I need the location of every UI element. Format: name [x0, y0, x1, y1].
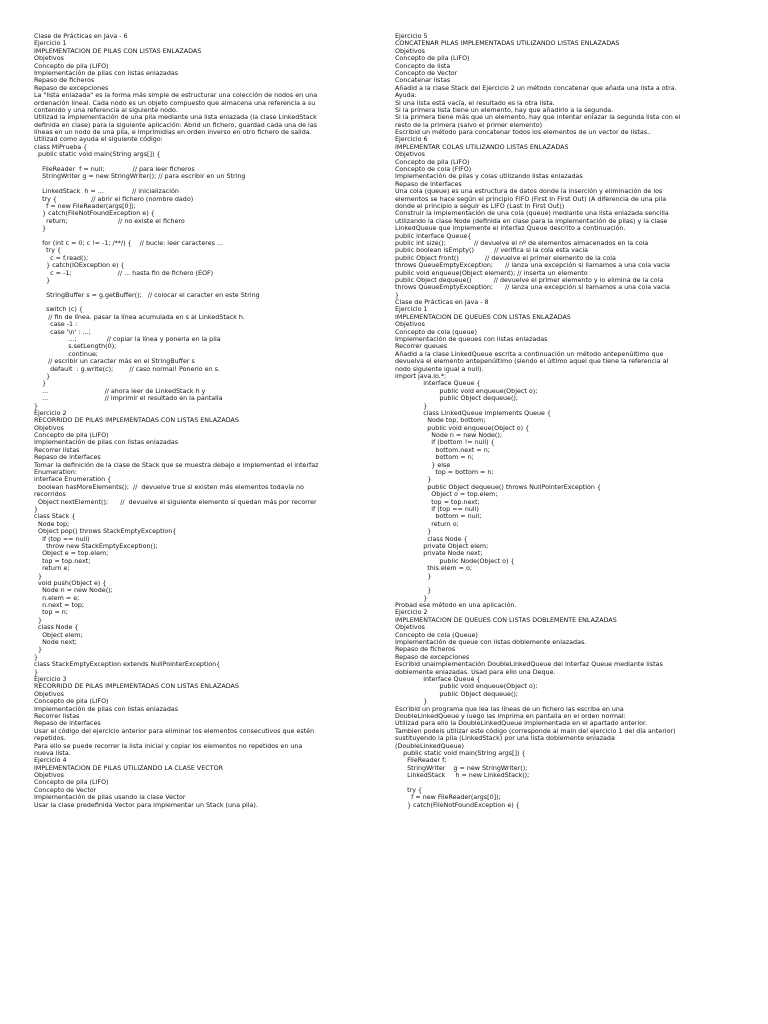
text-line: IMPLEMENTACIÓN DE QUEUES CON LISTAS ENLAZADAS: [395, 313, 571, 321]
text-line: Repaso de excepciones: [34, 84, 109, 92]
text-line: }: [34, 225, 47, 233]
text-line: bottom = n;: [395, 454, 474, 462]
text-line: try {: [395, 786, 423, 794]
text-line: class LinkedQueue implements Queue {: [395, 409, 551, 417]
text-line: ordenación lineal. Cada nodo es un objeto compuesto que almacena una referencia a su: [34, 99, 316, 107]
text-line: Escribid un programa que lea las líneas de un fichero las escriba en una: [395, 705, 624, 713]
text-line: try {: [34, 247, 62, 255]
text-line: public void enqueue(Object element); // inserta un elemento: [395, 269, 588, 277]
text-line: Probad ese método en una aplicación.: [395, 602, 517, 610]
text-line: Implementación de pilas con listas enlazadas: [34, 69, 179, 77]
text-line: return; // no existe el fichero: [34, 217, 185, 225]
text-line: Objetivos: [395, 624, 425, 632]
text-line: Escribid unaimplementación DoubleLinkedQueue del interfaz Queue mediante listas: [395, 661, 663, 669]
text-line: Usar la clase predefinida Vector para implementar un Stack (una pila).: [34, 801, 258, 809]
text-line: top = top.next;: [395, 498, 480, 506]
text-line: if (top == null): [395, 506, 479, 513]
text-line: IMPLEMENTACIÓN DE PILAS UTILIZANDO LA CLASE VECTOR: [34, 764, 223, 772]
text-line: DoubleLinkedQueue y luego las imprima en pantalla en el orden normal:: [395, 712, 626, 720]
text-line: RECORRIDO DE PILAS IMPLEMENTADAS CON LISTAS ENLAZADAS: [34, 417, 239, 425]
text-line: }: [395, 291, 400, 299]
text-line: Node n = new Node();: [395, 432, 503, 440]
text-line: private Object elem;: [395, 542, 489, 550]
text-line: public void enqueue(Object o);: [395, 683, 538, 691]
text-line: class StackEmptyException extends NullPointerException{: [34, 661, 221, 669]
text-line: } else: [395, 461, 451, 469]
text-line: }: [395, 587, 432, 595]
text-line: public interface Queue{: [395, 232, 472, 240]
text-line: Objetivos: [395, 47, 425, 55]
text-line: Concepto de Vector: [395, 69, 458, 77]
text-line: Tomar la definición de la clase de Stack que se muestra debajo e implementad el interfaz: [34, 461, 319, 469]
text-line: Repaso de ficheros: [395, 646, 456, 654]
text-line: Para ello se puede recorrer la lista inicial y copiar los elementos no repetidos en una: [34, 742, 303, 750]
text-line: Object elem;: [34, 631, 83, 639]
text-line: Objetivos: [34, 55, 64, 63]
text-line: sustituyendo la pila (LinkedStack) por una lista doblemente enlazada: [395, 735, 615, 743]
text-line: Object nextElement(); // devuelve el siguiente elemento si quedan más por recorrer: [34, 498, 317, 506]
text-line: Escribid un método para concatenar todos los elementos de un vector de listas..: [395, 129, 652, 137]
text-line: Implementación de pilas y colas utilizando listas enlazadas: [395, 173, 583, 181]
text-line: Node n = new Node();: [34, 587, 113, 595]
text-line: Ejercicio 3: [34, 675, 67, 683]
text-line: boolean hasMoreElements(); // devuelve true si existen más elementos todavía no: [34, 483, 304, 491]
text-line: Recorrer listas: [34, 712, 80, 720]
text-line: Clase de Prácticas en Java - 8: [395, 299, 489, 307]
text-line: Ejercicio 1: [395, 306, 428, 314]
text-line: Concepto de lista: [395, 62, 451, 70]
text-line: }: [34, 276, 51, 284]
text-line: Ejercicio 4: [34, 757, 67, 765]
text-line: Node top;: [34, 520, 70, 528]
text-line: Concepto de pila (LIFO): [395, 55, 470, 63]
text-line: import java.io.*;: [395, 372, 447, 380]
text-line: for (int c = 0; c != -1; /**/) { // bucle: leer caracteres ...: [34, 239, 223, 247]
text-line: nueva lista.: [34, 749, 71, 757]
text-line: Node top, bottom;: [395, 417, 486, 425]
text-line: Tambien podeis utilizar este código (corresponde al main del ejercicio 1 del día anterior): [395, 727, 676, 735]
text-line: Concepto de pila (LIFO): [34, 432, 109, 440]
text-line: private Node next;: [395, 550, 483, 558]
text-line: public Object dequeue() throws NullPointerException {: [395, 483, 602, 491]
text-line: bottom = null;: [395, 513, 482, 521]
text-line: ... // ahora leer de LinkedStack h y: [34, 387, 206, 395]
text-line: Repaso de interfaces: [34, 454, 101, 462]
text-line: nodo siguiente igual a null).: [395, 365, 484, 373]
text-line: } catch(IOException e) {: [34, 262, 125, 270]
text-line: return o;: [395, 520, 459, 528]
text-line: IMPLEMENTAR COLAS UTILIZANDO LISTAS ENLAZADAS: [395, 143, 569, 151]
text-line: }: [34, 572, 43, 580]
text-line: }: [34, 668, 39, 676]
text-line: // fin de línea. pasar la línea acumulada en s al LinkedStack h.: [34, 313, 245, 321]
text-line: LinkedStack h = new LinkedStack();: [395, 772, 530, 780]
text-line: Repaso de excepciones: [395, 653, 470, 661]
text-line: Implementación de pilas usando la clase Vector: [34, 794, 186, 802]
text-line: }: [34, 380, 47, 388]
text-line: top = n;: [34, 609, 68, 617]
text-line: Recorrer queues: [395, 343, 448, 351]
text-line: switch (c) {: [34, 306, 83, 314]
text-line: La "lista enlazada" es la forma más simple de estructurar una colección de nodos en una: [34, 92, 318, 100]
text-line: c = f.read();: [34, 254, 89, 262]
text-line: }: [34, 616, 43, 624]
text-line: Objetivos: [34, 424, 64, 432]
text-line: devuelva el elemento antepenúltimo (siendo el último aquel que tiene la referencia al: [395, 358, 669, 366]
text-line: c = -1; // ... hasta fin de fichero (EOF): [34, 269, 214, 277]
text-line: elementos se hace según el principio FIFO (First In First Out) (A diferencia de una pila: [395, 195, 667, 203]
text-line: interface Queue {: [395, 675, 481, 683]
text-line: bottom.next = n;: [395, 446, 490, 454]
text-line: [34, 181, 386, 188]
text-line: ... // imprimir el resultado en la pantalla: [34, 395, 223, 403]
text-line: ...; // copiar la línea y ponerla en la pila: [34, 336, 221, 344]
text-line: public Node(Object o) {: [395, 557, 515, 565]
text-line: }: [395, 698, 428, 706]
text-line: public void enqueue(Object o);: [395, 387, 538, 395]
text-line: StringWriter g = new StringWriter();: [395, 764, 528, 772]
text-line: Node next;: [34, 639, 77, 647]
text-line: }: [34, 646, 43, 654]
text-line: Utilizad para ello la DoubleLinkedQueue implementada en el apartado anterior.: [395, 720, 648, 728]
text-line: Concepto de cola (FIFO): [395, 166, 472, 174]
text-line: Object o = top.elem;: [395, 491, 498, 499]
text-line: Si una lista está vacía, el resultado es la otra lista.: [395, 99, 555, 107]
text-line: default : g.write(c); // caso normal! Ponerlo en s.: [34, 365, 220, 373]
text-line: n.next = top;: [34, 602, 85, 610]
text-line: doblemente enlazadas. Usad para ello una Deque.: [395, 668, 556, 676]
text-line: [395, 580, 747, 587]
text-line: Construir la implementación de una cola (queue) mediante una lista enlazada sencilla: [395, 210, 669, 218]
text-line: Concepto de Vector: [34, 786, 97, 794]
text-line: } catch(FileNotFoundException e) {: [34, 210, 155, 218]
text-line: s.setLength(0);: [34, 343, 117, 351]
text-line: Repaso de interfaces: [395, 180, 462, 188]
text-line: }: [34, 402, 39, 410]
text-line: utilizando la clase Node (definida en clase para la implementación de pilas) y la clase: [395, 217, 668, 225]
text-line: Implementación de queues con listas enlazadas: [395, 336, 548, 344]
text-line: LinkedStack h = ... // inicialización: [34, 188, 179, 196]
text-line: Clase de Prácticas en Java - 6: [34, 33, 128, 40]
text-line: Añadid a la clase Stack del Ejercicio 2 un método concatenar que añada una lista a otra.: [395, 84, 677, 92]
text-line: case -1 :: [34, 321, 78, 329]
text-line: Concepto de pila (LIFO): [34, 698, 109, 706]
text-line: Concepto de pila (LIFO): [34, 62, 109, 70]
text-line: FileReader f;: [395, 757, 447, 765]
text-line: repetidos.: [34, 735, 66, 743]
text-line: CONCATENAR PILAS IMPLEMENTADAS UTILIZANDO LISTAS ENLAZADAS: [395, 40, 620, 48]
text-line: Objetivos: [34, 690, 64, 698]
text-line: [395, 779, 747, 786]
text-line: try { // abrir el fichero (nombre dado): [34, 195, 194, 203]
text-line: Implementación de pilas con listas enlazadas: [34, 439, 179, 447]
text-line: Recorrer listas: [34, 446, 80, 454]
text-line: }: [395, 572, 432, 580]
text-line: Concatenar listas: [395, 77, 451, 85]
text-line: f = new FileReader(args[0]);: [34, 202, 136, 210]
text-line: Una cola (queue) es una estructura de datos donde la inserción y eliminación de los: [395, 188, 663, 196]
text-line: Añadid a la clase LinkedQueue escrita a continuación un método antepenúltimo que: [395, 350, 664, 358]
text-line: definida en clase) para la siguiente aplicación: Abrid un fichero, guardad cada una de las: [34, 121, 318, 129]
text-line: return e;: [34, 565, 70, 573]
text-line: StringWriter g = new StringWriter(); // para escribir en un String: [34, 173, 246, 181]
text-line: Object e = top.elem;: [34, 550, 109, 558]
text-line: Enumeration:: [34, 469, 77, 477]
text-line: top = top.next;: [34, 557, 91, 565]
text-line: n.elem = e;: [34, 594, 80, 602]
text-line: Object pop() throws StackEmptyException{: [34, 528, 177, 536]
text-line: Ejercicio 5: [395, 33, 428, 40]
text-line: throws QueueEmptyException; // lanza una excepción si llamamos a una cola vacia: [395, 262, 670, 270]
text-line: IMPLEMENTACIÓN DE PILAS CON LISTAS ENLAZADAS: [34, 47, 202, 55]
text-line: public Object dequeue() // devuelve el primer elemento y lo elimina de la cola: [395, 276, 664, 284]
text-line: this.elem = o;: [395, 565, 472, 573]
text-line: Concepto de pila (LIFO): [395, 158, 470, 166]
text-line: [34, 233, 386, 240]
text-line: Concepto de cola (queue): [395, 328, 477, 336]
text-line: Concepto de pila (LIFO): [34, 779, 109, 787]
text-line: Repaso de interfaces: [34, 720, 101, 728]
text-line: Ejercicio 2: [395, 609, 428, 617]
text-line: Ayuda:: [395, 92, 417, 100]
text-line: Implementación de queue con listas doblemente enlazadas.: [395, 639, 587, 647]
text-line: donde el principio a seguir es LIFO (Last In First Out)): [395, 202, 565, 210]
text-line: class MiPrueba {: [34, 143, 88, 151]
text-line: public static void main(String args[]) {: [34, 151, 161, 159]
text-line: public static void main(String args[]) {: [395, 749, 526, 757]
text-line: }: [395, 594, 428, 602]
text-line: Ejercicio 2: [34, 409, 67, 417]
text-line: if (top == null): [34, 535, 90, 543]
text-line: void push(Object e) {: [34, 579, 107, 587]
text-line: (DoubleLinkedQueue): [395, 742, 464, 750]
text-line: class Stack {: [34, 513, 76, 521]
text-line: class Node {: [395, 535, 468, 543]
text-line: [34, 159, 386, 166]
text-line: Ejercicio 6: [395, 136, 428, 144]
text-line: } catch(FileNotFoundException e) {: [395, 801, 520, 809]
text-line: Repaso de ficheros: [34, 77, 95, 85]
text-line: }: [34, 372, 51, 380]
text-line: contenido y una referencia al siguiente nodo.: [34, 106, 178, 114]
text-line: class Node {: [34, 624, 79, 632]
text-line: Utilizad la implementación de una pila mediante una lista enlazada (la clase LinkedStack: [34, 114, 317, 122]
text-line: public int size(); // devuelve el nº de elementos almacenados en la cola: [395, 239, 649, 247]
text-line: // escribir un caracter más en el StringBuffer s: [34, 358, 195, 366]
text-line: Si la primera lista tiene un elemento, hay que añadirlo a la segunda.: [395, 106, 614, 114]
text-line: resto de la primera (salvo el primer elemento): [395, 121, 543, 129]
text-line: public Object dequeue();: [395, 690, 519, 698]
text-line: líneas en un nodo de una pila, e imprimidlas en orden inverso en otro fichero de salida.: [34, 129, 312, 137]
text-line: public Object dequeue();: [395, 395, 519, 403]
right-column: [395, 33, 747, 809]
text-line: }: [34, 506, 39, 513]
text-line: case '\n' : ...;: [34, 328, 91, 336]
left-column: [34, 33, 386, 809]
text-line: Objetivos: [395, 151, 425, 159]
text-line: interface Enumeration {: [34, 476, 112, 484]
text-line: Objetivos: [34, 772, 64, 780]
text-line: continue;: [34, 350, 99, 358]
text-line: }: [395, 402, 428, 410]
text-line: }: [395, 476, 432, 484]
text-line: top = bottom = n;: [395, 469, 494, 477]
text-line: throw new StackEmptyException();: [34, 542, 158, 550]
text-line: public Object front() // devuelve el primer elemento de la cola: [395, 254, 616, 262]
text-line: interface Queue {: [395, 380, 481, 388]
text-line: Si la primera tiene más que un elemento, hay que intentar enlazar la segunda lista con el: [395, 114, 681, 122]
text-line: [34, 284, 386, 291]
text-line: recorridos: [34, 491, 66, 499]
text-line: }: [34, 653, 39, 661]
text-line: Ejercicio 1: [34, 40, 67, 48]
text-line: f = new FileReader(args[0]);: [395, 794, 501, 802]
text-line: Concepto de cola (Queue): [395, 631, 478, 639]
text-line: IMPLEMENTACIÓN DE QUEUES CON LISTAS DOBLEMENTE ENLAZADAS: [395, 616, 617, 624]
text-line: Objetivos: [395, 321, 425, 329]
text-line: Usar el código del ejercicio anterior para eliminar los elementos consecutivos que estén: [34, 727, 315, 735]
text-line: LinkedQueue que implemente el interfaz Queue descrito a continuación.: [395, 225, 626, 233]
text-line: StringBuffer s = g.getBuffer(); // colocar el caracter en este String: [34, 291, 260, 299]
text-line: public void enqueue(Object o) {: [395, 424, 530, 432]
text-line: FileReader f = null; // para leer ficheros: [34, 166, 195, 174]
text-line: if (bottom != null) {: [395, 439, 495, 447]
text-line: RECORRIDO DE PILAS IMPLEMENTADAS CON LISTAS ENLAZADAS: [34, 683, 239, 691]
text-line: Utilizad como ayuda el siguiente código:: [34, 136, 163, 144]
text-line: }: [395, 528, 432, 536]
text-line: Implementación de pilas con listas enlazadas: [34, 705, 179, 713]
text-line: [34, 299, 386, 306]
text-line: throws QueueEmptyException; // lanza una excepción si llamamos a una cola vacia: [395, 284, 670, 292]
text-line: public boolean isEmpty() // verifica si la cola esta vacia: [395, 247, 588, 255]
